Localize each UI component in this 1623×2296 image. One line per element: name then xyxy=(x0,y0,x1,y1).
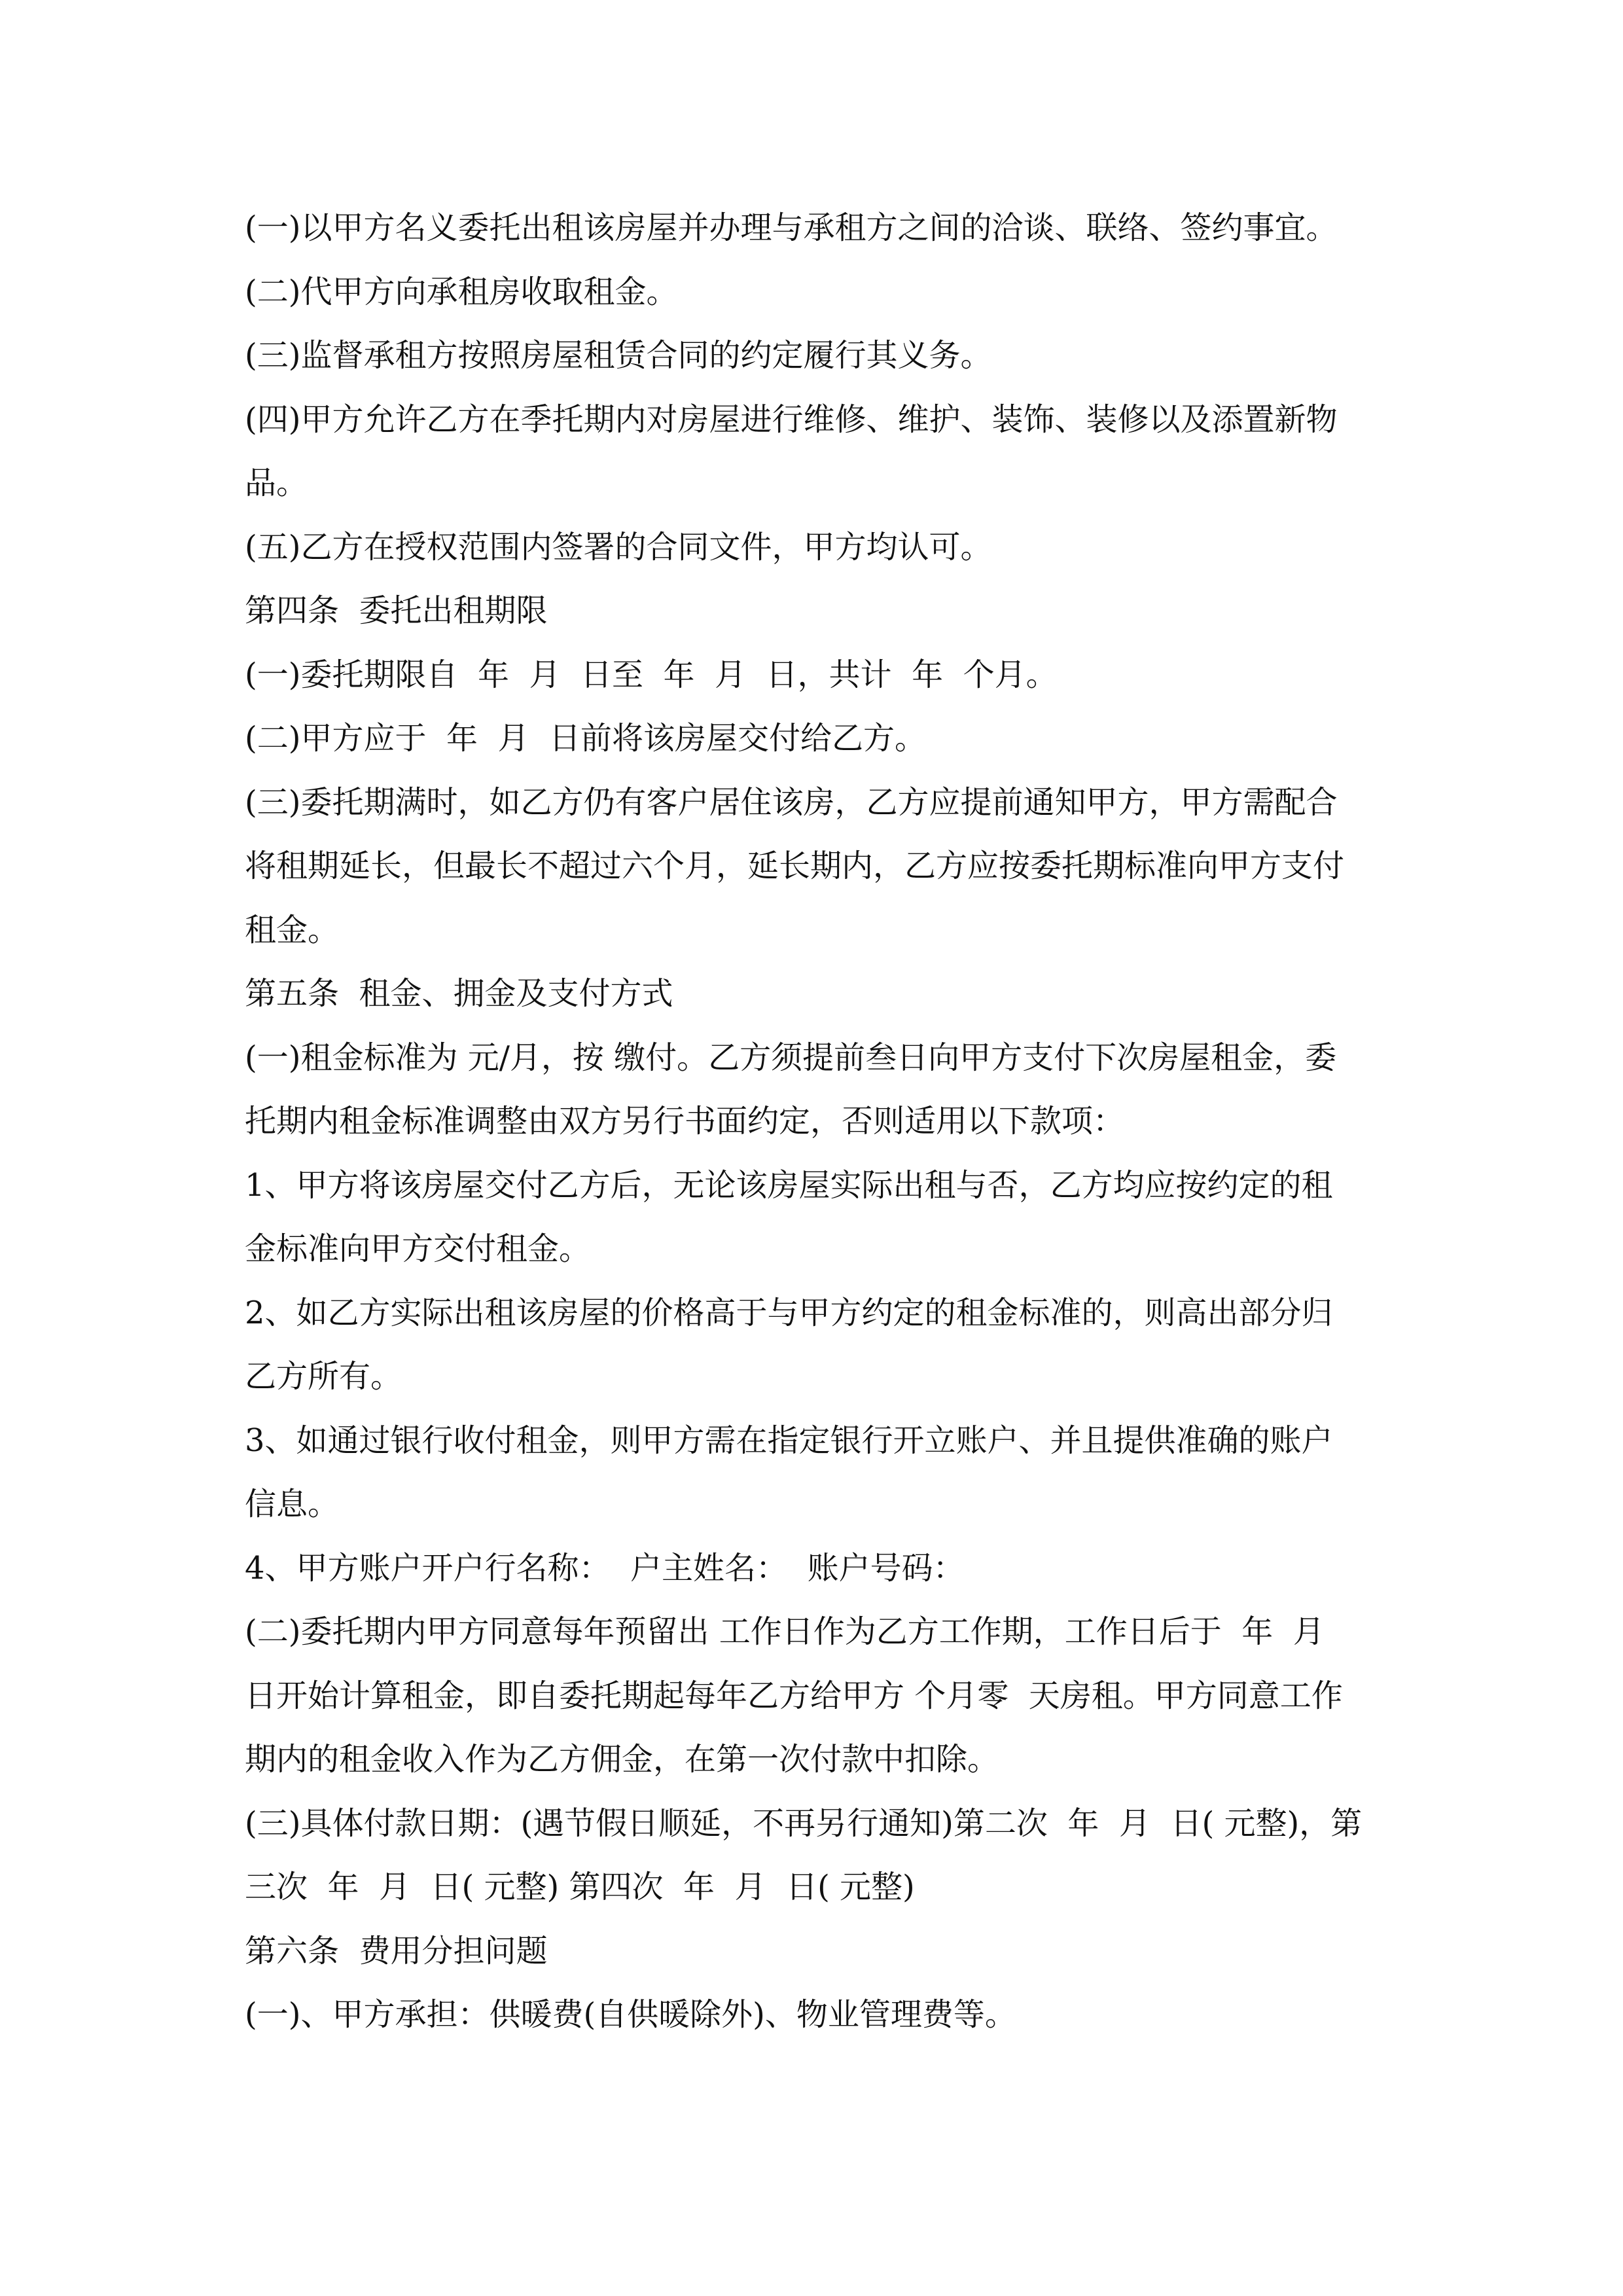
clause-line: 将租期延长，但最长不超过六个月，延长期内，乙方应按委托期标准向甲方支付 xyxy=(245,848,1345,884)
clause-line: 信息。 xyxy=(245,1486,340,1522)
clause-line: 托期内租金标准调整由双方另行书面约定，否则适用以下款项： xyxy=(245,1103,1125,1139)
clause-line: (一)租金标准为 元/月，按 缴付。乙方须提前叁日向甲方支付下次房屋租金，委 xyxy=(245,1039,1337,1076)
clause-line: 3、如通过银行收付租金，则甲方需在指定银行开立账户、并且提供准确的账户 xyxy=(245,1422,1333,1459)
clause-line: (二)委托期内甲方同意每年预留出 工作日作为乙方工作期，工作日后于 年 月 xyxy=(245,1613,1325,1650)
clause-line: (五)乙方在授权范围内签署的合同文件，甲方均认可。 xyxy=(245,528,992,565)
article-heading: 第四条 委托出租期限 xyxy=(245,592,548,629)
clause-line: 2、如乙方实际出租该房屋的价格高于与甲方约定的租金标准的，则高出部分归 xyxy=(245,1294,1333,1331)
clause-line: 期内的租金收入作为乙方佣金，在第一次付款中扣除。 xyxy=(245,1741,999,1778)
contract-text-body xyxy=(245,196,1423,2047)
clause-line: (二)代甲方向承租房收取租金。 xyxy=(245,273,678,310)
clause-line: 三次 年 月 日( 元整) 第四次 年 月 日( 元整) xyxy=(245,1869,915,1905)
clause-line: 日开始计算租金，即自委托期起每年乙方给甲方 个月零 天房租。甲方同意工作 xyxy=(245,1677,1343,1714)
clause-line: 1、甲方将该房屋交付乙方后，无论该房屋实际出租与否，乙方均应按约定的租 xyxy=(245,1166,1333,1204)
clause-line: (一)、甲方承担：供暖费(自供暖除外)、物业管理费等。 xyxy=(245,1996,1016,2033)
clause-line: 乙方所有。 xyxy=(245,1358,402,1395)
clause-line: 租金。 xyxy=(245,911,340,948)
clause-line: 品。 xyxy=(245,465,308,501)
clause-line: 金标准向甲方交付租金。 xyxy=(245,1230,591,1267)
clause-line: (一)以甲方名义委托出租该房屋并办理与承租方之间的洽谈、联络、签约事宜。 xyxy=(245,209,1338,246)
clause-line: (三)具体付款日期：(遇节假日顺延，不再另行通知)第二次 年 月 日( 元整)，第 xyxy=(245,1804,1363,1842)
clause-line: 4、甲方账户开户行名称： 户主姓名： 账户号码： xyxy=(245,1549,965,1587)
clause-line: (二)甲方应于 年 月 日前将该房屋交付给乙方。 xyxy=(245,720,927,757)
clause-line: (四)甲方允许乙方在季托期内对房屋进行维修、维护、装饰、装修以及添置新物 xyxy=(245,401,1338,438)
article-heading: 第六条 费用分担问题 xyxy=(245,1932,548,1969)
clause-line: (一)委托期限自 年 月 日至 年 月 日，共计 年 个月。 xyxy=(245,656,1058,693)
clause-line: (三)委托期满时，如乙方仍有客户居住该房，乙方应提前通知甲方，甲方需配合 xyxy=(245,783,1338,821)
clause-line: (三)监督承租方按照房屋租赁合同的约定履行其义务。 xyxy=(245,337,992,374)
article-heading: 第五条 租金、拥金及支付方式 xyxy=(245,975,673,1012)
